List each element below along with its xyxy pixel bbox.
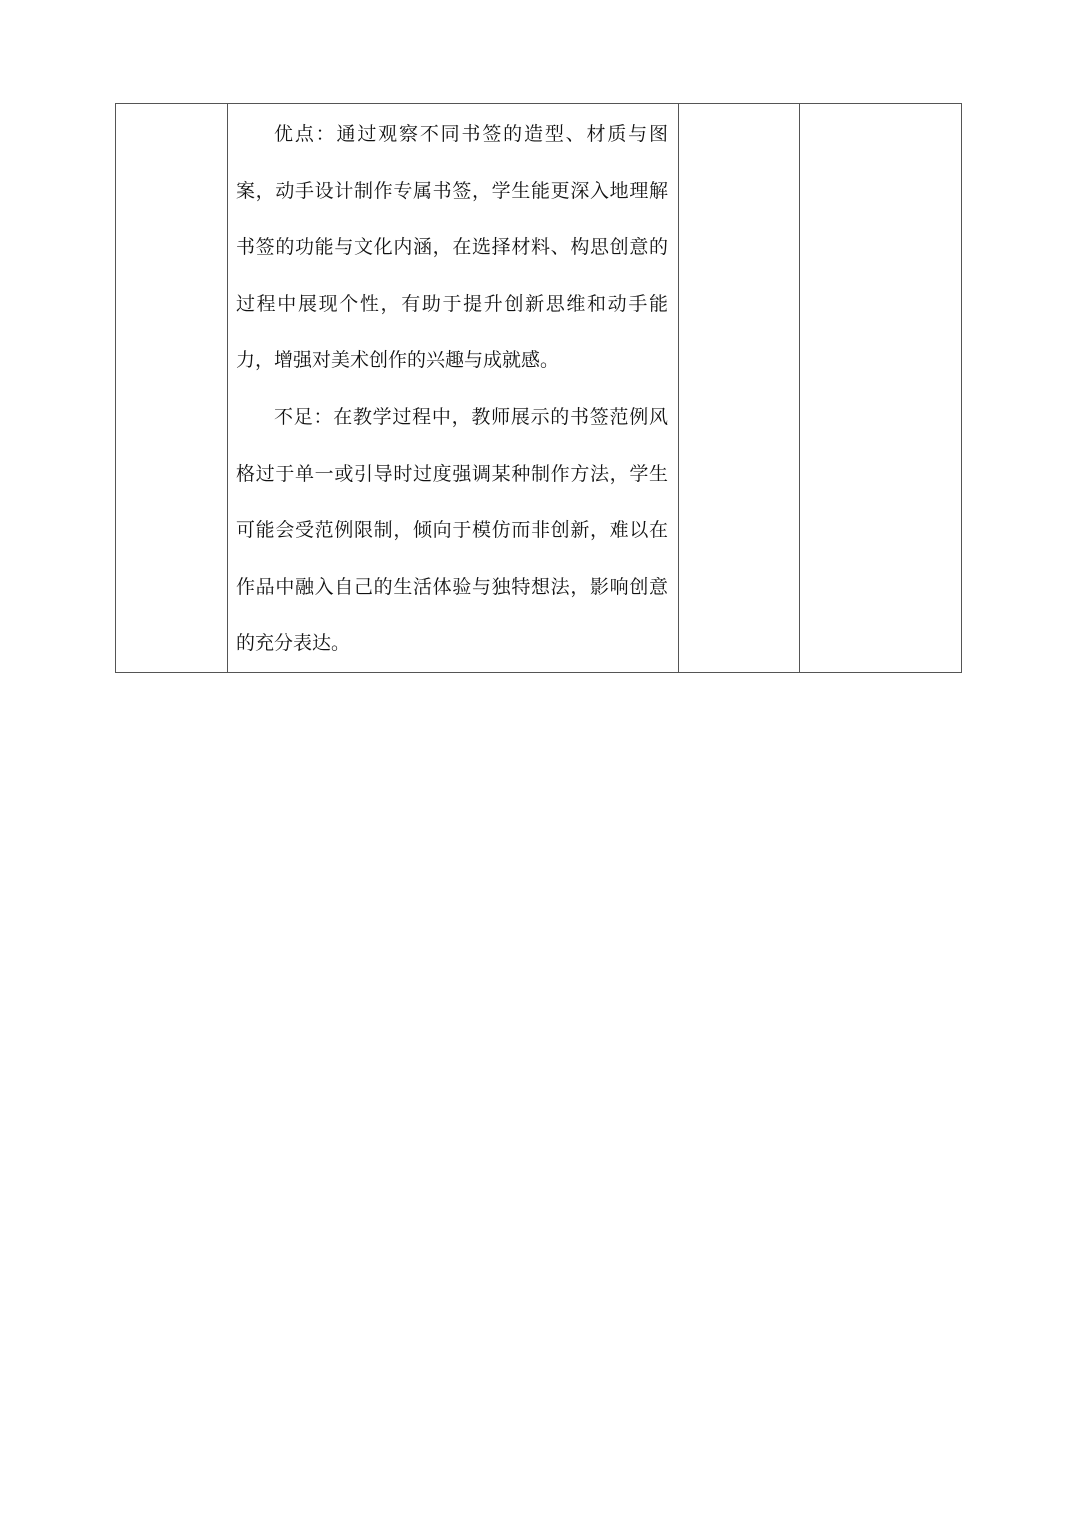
advantages-paragraph: 优点：通过观察不同书签的造型、材质与图案，动手设计制作专属书签，学生能更深入地理解书签的功能与文化内涵，在选择材料、构思创意的过程中展现个性，有助于提升创新思维和动手能力，增强对美术创作的兴趣与成就感。: [236, 123, 668, 372]
table-cell-reflection: [228, 104, 679, 673]
table-cell-empty-left: [116, 104, 228, 673]
table-cell-empty-third: [679, 104, 800, 673]
table-row: [116, 104, 962, 673]
table-cell-empty-fourth: [800, 104, 962, 673]
shortcomings-paragraph: 不足：在教学过程中，教师展示的书签范例风格过于单一或引导时过度强调某种制作方法，学生可能会受范例限制，倾向于模仿而非创新，难以在作品中融入自己的生活体验与独特想法，影响创意的充分表达。: [236, 405, 668, 655]
reflection-table: [115, 103, 962, 673]
